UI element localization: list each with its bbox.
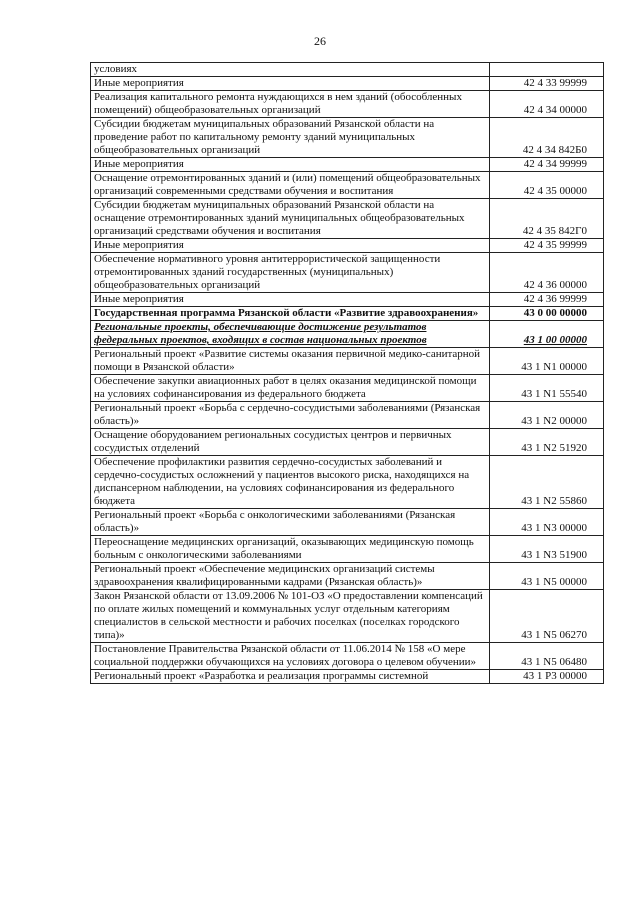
row-code: 42 4 35 842Г0 — [490, 199, 604, 239]
row-name: Обеспечение профилактики развития сердечно-сосудистых заболеваний и сердечно-сосудистых осложнений у пациентов высокого риска, находящихся на диспансерном наблюдении, на условиях софинансирования из федерального бюджета — [91, 456, 490, 509]
table-row — [91, 590, 604, 643]
row-code: 42 4 33 99999 — [490, 77, 604, 91]
row-code: 42 4 34 842Б0 — [490, 118, 604, 158]
row-name: Региональный проект «Борьба с сердечно-сосудистыми заболеваниями (Рязанская область)» — [91, 402, 490, 429]
table-row-section — [91, 321, 604, 348]
table-row — [91, 563, 604, 590]
table-row — [91, 348, 604, 375]
row-code: 43 0 00 00000 — [490, 307, 604, 321]
row-name: Иные мероприятия — [91, 158, 490, 172]
table-row — [91, 293, 604, 307]
row-name: условиях — [91, 63, 490, 77]
table-row — [91, 402, 604, 429]
table-row — [91, 643, 604, 670]
row-name: Субсидии бюджетам муниципальных образований Рязанской области на проведение работ по капитальному ремонту зданий муниципальных общеобразовательных организаций — [91, 118, 490, 158]
table-row — [91, 118, 604, 158]
row-code: 43 1 N3 51900 — [490, 536, 604, 563]
row-name: Государственная программа Рязанской области «Развитие здравоохранения» — [91, 307, 490, 321]
row-name: Постановление Правительства Рязанской области от 11.06.2014 № 158 «О мере социальной поддержки обучающихся на условиях договора о целевом обучении» — [91, 643, 490, 670]
table-row — [91, 63, 604, 77]
row-code: 43 1 N3 00000 — [490, 509, 604, 536]
row-name: Региональный проект «Разработка и реализация программы системной — [91, 670, 490, 684]
row-code: 43 1 N5 00000 — [490, 563, 604, 590]
row-name: Закон Рязанской области от 13.09.2006 № 101-ОЗ «О предоставлении компенсаций по оплате жилых помещений и коммунальных услуг отдельным категориям специалистов в сельской местности и рабочих поселках (поселках городского типа)» — [91, 590, 490, 643]
row-code: 42 4 35 00000 — [490, 172, 604, 199]
table-row — [91, 429, 604, 456]
row-name: Оснащение оборудованием региональных сосудистых центров и первичных сосудистых отделений — [91, 429, 490, 456]
row-name: Реализация капитального ремонта нуждающихся в нем зданий (обособленных помещений) общеобразовательных организаций — [91, 91, 490, 118]
row-name: Обеспечение закупки авиационных работ в целях оказания медицинской помощи на условиях софинансирования из федерального бюджета — [91, 375, 490, 402]
row-code: 42 4 34 99999 — [490, 158, 604, 172]
table-row — [91, 509, 604, 536]
row-name: Субсидии бюджетам муниципальных образований Рязанской области на оснащение отремонтированных зданий муниципальных общеобразовательных организаций средствами обучения и воспитания — [91, 199, 490, 239]
table-row — [91, 158, 604, 172]
row-code — [490, 63, 604, 77]
table-row — [91, 239, 604, 253]
row-code: 42 4 34 00000 — [490, 91, 604, 118]
row-code: 42 4 36 00000 — [490, 253, 604, 293]
table-row — [91, 536, 604, 563]
row-name: Оснащение отремонтированных зданий и (или) помещений общеобразовательных организаций современными средствами обучения и воспитания — [91, 172, 490, 199]
row-name: Иные мероприятия — [91, 293, 490, 307]
row-code: 43 1 N2 51920 — [490, 429, 604, 456]
table-row — [91, 456, 604, 509]
row-code: 43 1 N2 00000 — [490, 402, 604, 429]
row-name: Переоснащение медицинских организаций, оказывающих медицинскую помощь больным с онкологическими заболеваниями — [91, 536, 490, 563]
row-code: 43 1 N5 06270 — [490, 590, 604, 643]
budget-classification-table — [90, 62, 604, 684]
table-row — [91, 375, 604, 402]
table-row — [91, 253, 604, 293]
row-code: 42 4 36 99999 — [490, 293, 604, 307]
table-row — [91, 77, 604, 91]
row-code: 43 1 00 00000 — [490, 321, 604, 348]
row-name: Региональный проект «Борьба с онкологическими заболеваниями (Рязанская область)» — [91, 509, 490, 536]
row-name: Иные мероприятия — [91, 77, 490, 91]
row-code: 43 1 Р3 00000 — [490, 670, 604, 684]
table-row-program — [91, 307, 604, 321]
table-row — [91, 199, 604, 239]
row-code: 43 1 N5 06480 — [490, 643, 604, 670]
page-number: 26 — [314, 34, 326, 48]
row-code: 43 1 N1 55540 — [490, 375, 604, 402]
table-row — [91, 172, 604, 199]
row-code: 42 4 35 99999 — [490, 239, 604, 253]
row-code: 43 1 N1 00000 — [490, 348, 604, 375]
row-name: Обеспечение нормативного уровня антитеррористической защищенности отремонтированных зданий государственных (муниципальных) общеобразовательных организаций — [91, 253, 490, 293]
row-name: Иные мероприятия — [91, 239, 490, 253]
row-code: 43 1 N2 55860 — [490, 456, 604, 509]
row-name: Региональный проект «Развитие системы оказания первичной медико-санитарной помощи в Рязанской области» — [91, 348, 490, 375]
row-name: Региональные проекты, обеспечивающие достижение результатов федеральных проектов, входящих в состав национальных проектов — [91, 321, 490, 348]
table-row — [91, 670, 604, 684]
table-row — [91, 91, 604, 118]
row-name: Региональный проект «Обеспечение медицинских организаций системы здравоохранения квалифицированными кадрами (Рязанская область)» — [91, 563, 490, 590]
